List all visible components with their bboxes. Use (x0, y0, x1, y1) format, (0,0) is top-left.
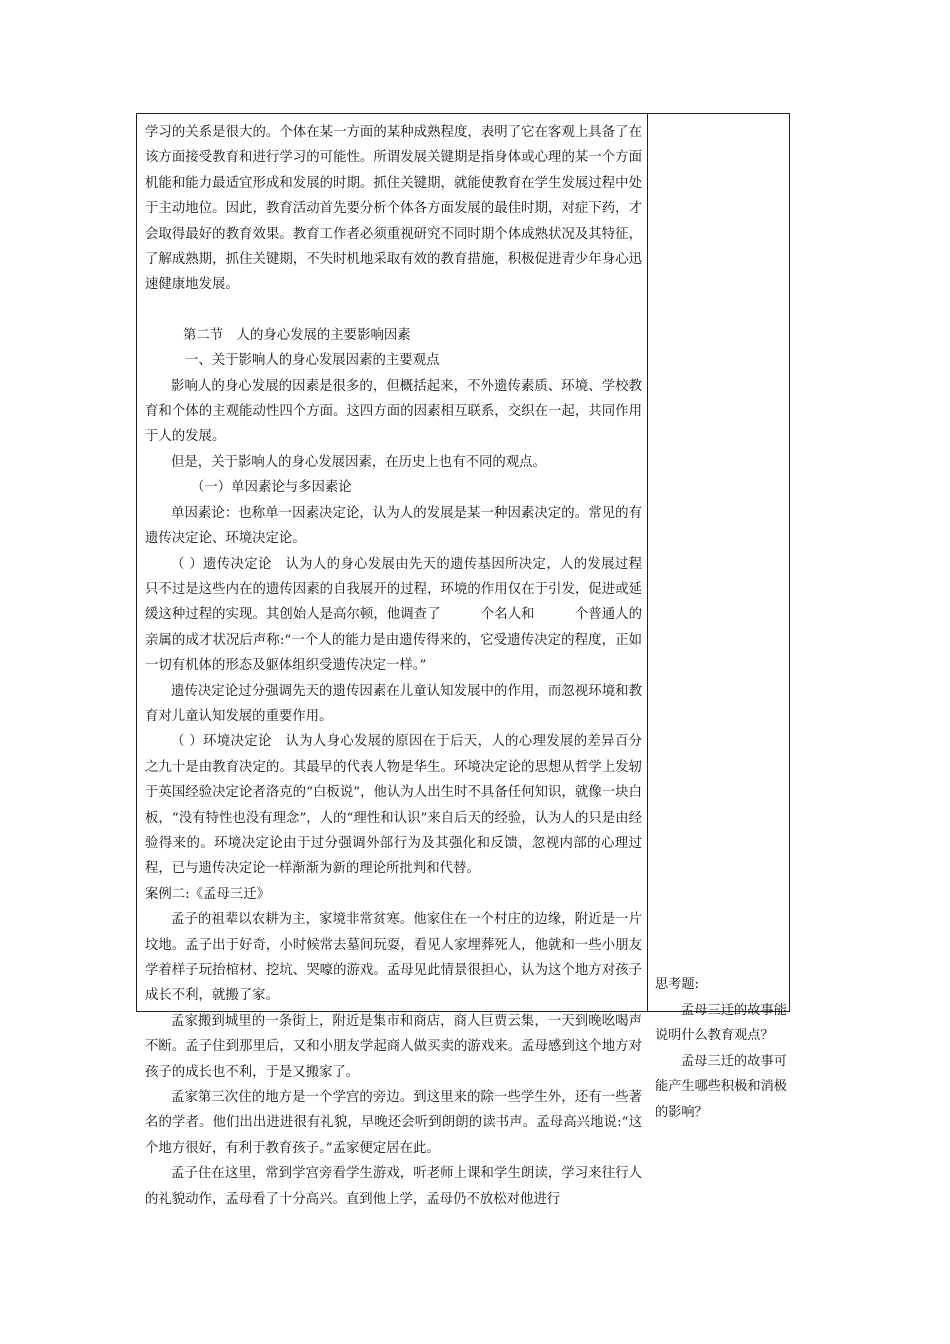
spacer (145, 298, 642, 323)
case-paragraph: 孟家搬到城里的一条街上，附近是集市和商店，商人巨贾云集，一天到晚吆喝声不断。孟子住到那里后，又和小朋友学起商人做买卖的游戏来。孟母感到这个地方对孩子的成长也不利，于是又搬家了。 (145, 1013, 642, 1080)
paragraph: 但是，关于影响人的身心发展因素，在历史上也有不同的观点。 (171, 454, 546, 470)
question: 孟母三迁的故事能说明什么教育观点？ (655, 1002, 787, 1044)
lesson-table (136, 113, 790, 1207)
question: 孟母三迁的故事可能产生哪些积极和消极的影响？ (655, 1053, 787, 1120)
paragraph: （ ）遗传决定论 认为人的身心发展由先天的遗传基因所决定，人的发展过程只不过是这些内在的遗传因素的自我展开的过程，环境的作用仅在于引发，促进或延缓这种过程的实现。其创始人是高尔顿，他调查了 个名人和 个普通人的亲属的成才状况后声称:“一个人的能力是由遗传得来的，它受遗传决定的程度，正如一切有机体的形态及躯体组织受遗传决定一样。” (145, 556, 642, 674)
side-column (655, 972, 787, 1126)
paragraph: 影响人的身心发展的因素是很多的，但概括起来，不外遗传素质、环境、学校教育和个体的主观能动性四个方面。这四方面的因素相互联系，交织在一起，共同作用于人的发展。 (145, 378, 642, 445)
case-title: 案例二:《孟母三迁》 (145, 886, 271, 902)
questions-heading: 思考题: (655, 977, 700, 992)
case-paragraph: 孟子的祖辈以农耕为主，家境非常贫寒。他家住在一个村庄的边缘，附近是一片坟地。孟子出于好奇，小时候常去墓间玩耍，看见人家埋葬死人，他就和一些小朋友学着样子玩抬棺材、挖坑、哭嚎的游戏。孟母见此情景很担心，认为这个地方对孩子成长不利，就搬了家。 (145, 912, 642, 1004)
case-paragraph: 孟子住在这里，常到学宫旁看学生游戏，听老师上课和学生朗读，学习来往行人的礼貌动作，孟母看了十分高兴。直到他上学，孟母仍不放松对他进行 (145, 1166, 642, 1207)
column-divider (647, 114, 648, 1011)
section-title: 第二节 人的身心发展的主要影响因素 (183, 327, 411, 343)
main-column (145, 120, 642, 1207)
paragraph: 单因素论：也称单一因素决定论，认为人的发展是某一种因素决定的。常见的有遗传决定论、环境决定论。 (145, 505, 642, 547)
paragraph: （ ）环境决定论 认为人身心发展的原因在于后天，人的心理发展的差异百分之九十是由教育决定的。其最早的代表人物是华生。环境决定论的思想从哲学上发轫于英国经验决定论者洛克的“白板说”，他认为人出生时不具备任何知识，就像一块白板，“没有特性也没有理念”，人的“理性和认识”来自后天的经验，认为人的只是由经验得来的。环境决定论由于过分强调外部行为及其强化和反馈，忽视内部的心理过程，已与遗传决定论一样渐渐为新的理论所批判和代替。 (145, 734, 642, 877)
subsection-title: （一）单因素论与多因素论 (191, 480, 352, 496)
case-paragraph: 孟家第三次住的地方是一个学宫的旁边。到这里来的除一些学生外，还有一些著名的学者。他们出出进进很有礼貌，早晚还会听到朗朗的读书声。孟母高兴地说:“这个地方很好，有利于教育孩子。”孟家便定居在此。 (145, 1090, 642, 1156)
paragraph: 学习的关系是很大的。个体在某一方面的某种成熟程度，表明了它在客观上具备了在该方面接受教育和进行学习的可能性。所谓发展关键期是指身体或心理的某一个方面机能和能力最适宜形成和发展的时期。抓住关键期，就能使教育在学生发展过程中处于主动地位。因此，教育活动首先要分析个体各方面发展的最佳时期，对症下药，才会取得最好的教育效果。教育工作者必须重视研究不同时期个体成熟状况及其特征，了解成熟期，抓住关键期，不失时机地采取有效的教育措施，积极促进青少年身心迅速健康地发展。 (145, 125, 642, 293)
subsection-title: 一、关于影响人的身心发展因素的主要观点 (185, 353, 440, 369)
paragraph: 遗传决定论过分强调先天的遗传因素在儿童认知发展中的作用，而忽视环境和教育对儿童认知发展的重要作用。 (145, 683, 642, 724)
